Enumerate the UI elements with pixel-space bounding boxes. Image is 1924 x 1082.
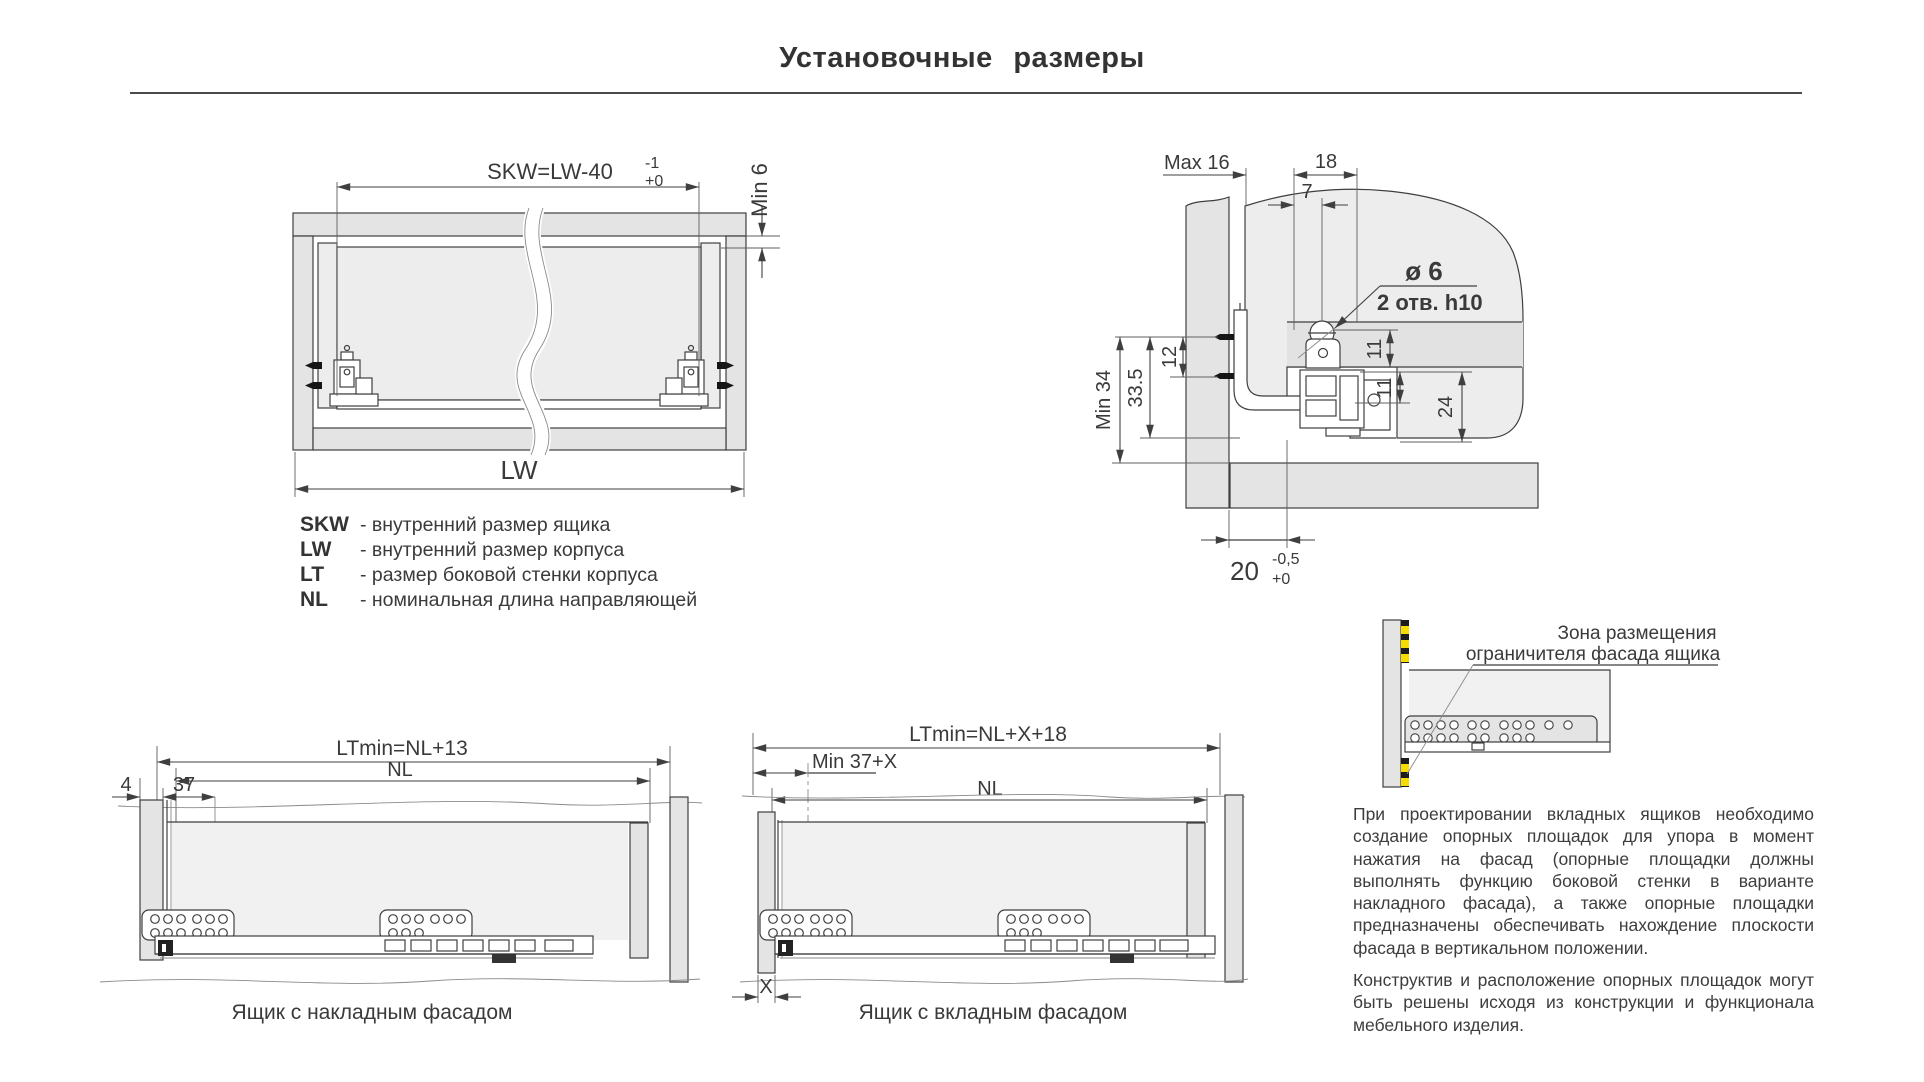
page-title: Установочные размеры xyxy=(779,42,1145,74)
legend-desc: - номинальная длина направляющей xyxy=(360,589,698,611)
dim-lw-label: LW xyxy=(500,455,538,485)
dim-20-tol-bottom: +0 xyxy=(1272,571,1291,588)
inset-drawer-drawing xyxy=(732,723,1248,1024)
dim-nl2-label: NL xyxy=(977,778,1003,800)
dim-x-label: X xyxy=(759,976,773,998)
dim-24-label: 24 xyxy=(1435,395,1457,419)
dim-max16-label: Max 16 xyxy=(1164,152,1230,174)
note-paragraph-1: При проектировании вкладных ящиков необходимо создание опорных площадок для упора в момент нажатия на фасад (опорные площадки должны выполнять функцию боковой стенки в варианте накладного фасада), а также опорные площадки предназначены обеспечивать нахождение плоскости фасада в вертикальном положении. xyxy=(1353,804,1814,958)
notes-block xyxy=(1353,803,1814,1036)
side-wall-break-bottom2 xyxy=(740,979,1248,984)
dim-min34-label: Min 34 xyxy=(1093,369,1115,431)
side-wall-break-bottom xyxy=(100,979,700,984)
inset-caption: Ящик с вкладным фасадом xyxy=(858,1001,1128,1024)
dim-min37x-label: Min 37+X xyxy=(812,751,898,773)
dim-18-label: 18 xyxy=(1314,151,1338,173)
hole-count-label: 2 отв. h10 xyxy=(1377,290,1483,315)
dim-33-5-label: 33.5 xyxy=(1125,368,1147,408)
dim-skw-tol-bottom: +0 xyxy=(645,173,664,190)
legend-key: LT xyxy=(300,563,325,586)
section-view-drawing xyxy=(1093,151,1538,588)
fascia-panel xyxy=(1186,197,1229,508)
legend-key: NL xyxy=(300,588,328,611)
dim-ltmin-x-label: LTmin=NL+X+18 xyxy=(909,723,1067,746)
cabinet-top-panel xyxy=(293,213,746,236)
legend-item-lt xyxy=(300,562,697,587)
drawer-back xyxy=(630,823,648,958)
dim-11-bottom-label: 11 xyxy=(1374,377,1396,399)
dim-12-label: 12 xyxy=(1159,345,1181,369)
overlay-caption: Ящик с накладным фасадом xyxy=(231,1001,513,1024)
front-view-drawing xyxy=(293,155,780,497)
zone-view-drawing xyxy=(1383,620,1721,787)
dim-skw-tol-top: -1 xyxy=(645,155,660,172)
cabinet-back-wall2 xyxy=(1225,795,1243,982)
cabinet-bottom-panel xyxy=(313,428,726,450)
cabinet-back-wall xyxy=(670,797,688,982)
hole-diameter-label: ø 6 xyxy=(1405,256,1443,286)
drawer-bottom xyxy=(337,400,701,409)
dim-min6-label: Min 6 xyxy=(747,163,772,217)
legend-item-skw xyxy=(300,512,697,537)
overlay-drawer-drawing xyxy=(100,737,702,1024)
cabinet-right-wall xyxy=(726,236,746,450)
legend-desc: - внутренний размер ящика xyxy=(360,514,611,536)
rail-lower-bar xyxy=(1405,742,1610,752)
zone-note-line1: Зона размещения xyxy=(1557,623,1717,644)
note-paragraph-2: Конструктив и расположение опорных площадок могут быть решены исходя из конструкции и функционала мебельного изделия. xyxy=(1353,970,1814,1035)
dim-37-label: 37 xyxy=(172,774,196,796)
inset-fascia xyxy=(758,812,775,973)
legend xyxy=(300,512,697,612)
fascia-side-bar xyxy=(1383,620,1401,787)
dim-11-top-label: 11 xyxy=(1364,338,1386,360)
dim-ltmin-label: LTmin=NL+13 xyxy=(336,737,468,760)
legend-desc: - размер боковой стенки корпуса xyxy=(360,564,658,586)
side-wall-break-top xyxy=(118,801,702,807)
legend-desc: - внутренний размер корпуса xyxy=(360,539,625,561)
zone-note-line2: ограничителя фасада ящика xyxy=(1465,644,1721,665)
cabinet-bottom-band xyxy=(1230,463,1538,508)
legend-item-lw xyxy=(300,537,697,562)
dim-7-label: 7 xyxy=(1301,181,1313,203)
legend-item-nl xyxy=(300,587,697,612)
dim-skw-label: SKW=LW-40 xyxy=(487,159,613,184)
dim-4-label: 4 xyxy=(120,774,132,796)
legend-key: SKW xyxy=(300,513,349,536)
dim-20-label: 20 xyxy=(1230,556,1259,586)
dim-nl-label: NL xyxy=(387,759,413,781)
dim-20-tol-top: -0,5 xyxy=(1272,551,1300,568)
legend-key: LW xyxy=(300,538,332,561)
cabinet-left-wall xyxy=(293,236,313,450)
